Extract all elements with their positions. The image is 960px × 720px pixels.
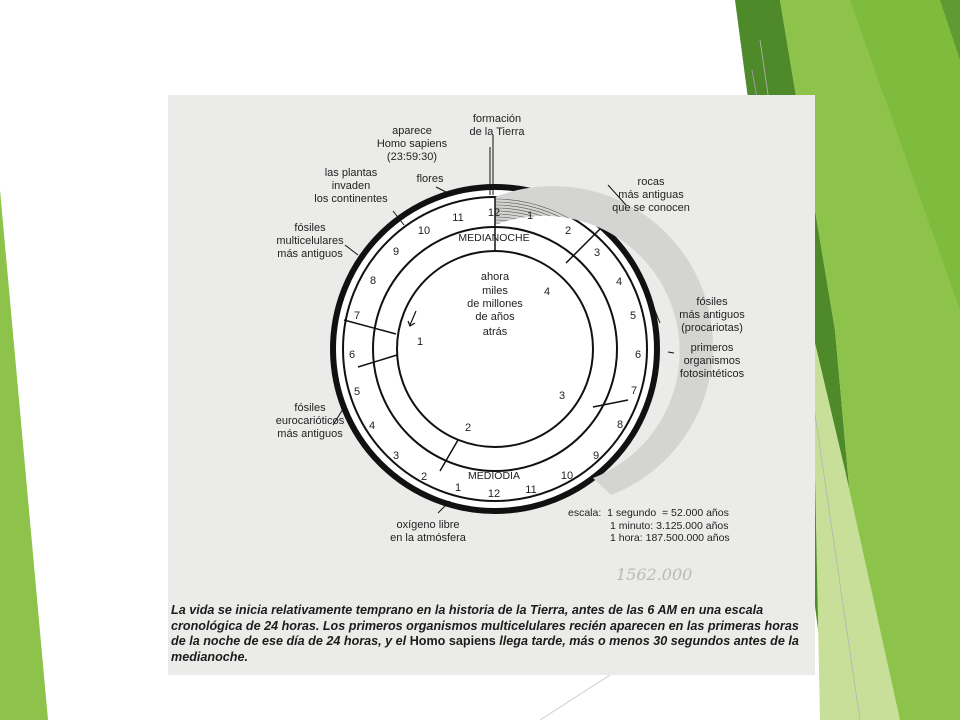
hour-left-8: 8	[369, 275, 377, 287]
scale-label: escala:	[568, 507, 602, 519]
clock-diagram	[168, 95, 815, 675]
hour-right-1: 1	[526, 210, 534, 222]
label-oxigeno-1: oxígeno libre	[396, 519, 460, 531]
hour-left-4: 4	[368, 420, 376, 432]
hour-left-7: 7	[353, 310, 361, 322]
hour-right-10: 10	[560, 470, 574, 482]
center-miles: miles	[482, 285, 508, 297]
label-multicel-1: fósiles	[294, 222, 326, 234]
scale-line-2: 1 minuto: 3.125.000 años	[610, 519, 729, 532]
thin-line-3	[540, 675, 610, 720]
label-fotosint-1: primeros	[690, 342, 734, 354]
label-fotosint-2: organismos	[683, 355, 741, 367]
label-fotosint-3: fotosintéticos	[679, 368, 745, 380]
label-flores: flores	[416, 173, 444, 185]
left-green-wedge	[0, 190, 48, 720]
handwritten-note: 1562.000	[616, 565, 693, 584]
scale-legend	[568, 507, 730, 545]
label-procar-1: fósiles	[696, 296, 728, 308]
label-multicel-3: más antiguos	[277, 248, 343, 260]
hour-left-6: 6	[348, 349, 356, 361]
caption-part-2: llega tarde, más o menos 30 segundos antes de la medianoche.	[171, 634, 799, 664]
mediodia-label: MEDIODÍA	[468, 470, 520, 482]
hour-left-5: 5	[353, 386, 361, 398]
scanned-figure	[168, 95, 815, 675]
label-procar-3: (procariotas)	[681, 322, 743, 334]
hour-right-6: 6	[634, 349, 642, 361]
label-plantas-2: invaden	[331, 180, 371, 192]
label-eucar-3: más antiguos	[277, 428, 343, 440]
hour-right-9: 9	[592, 450, 600, 462]
label-homo-3: (23:59:30)	[386, 151, 438, 163]
hour-12-top: 12	[487, 207, 501, 219]
hour-left-10: 10	[417, 225, 431, 237]
label-eucar-2: eurocarióticos	[275, 415, 345, 427]
inner-number-3: 3	[558, 390, 566, 402]
label-formacion-1: formación	[472, 113, 522, 125]
hour-right-3: 3	[593, 247, 601, 259]
caption-part-1: La vida se inicia relativamente temprano en la historia de la Tierra, antes de las 6 AM en una escala cronológica de 24 horas. Los primeros organismos multicelulares recién aparecen en las primeras horas de la noche de ese día de 24 horas, y el	[171, 603, 799, 648]
hour-right-2: 2	[564, 225, 572, 237]
hour-right-11: 11	[525, 484, 537, 496]
label-rocas-1: rocas	[637, 176, 665, 188]
label-formacion-2: de la Tierra	[469, 126, 525, 138]
caption-homo: Homo sapiens	[409, 634, 496, 648]
hour-12-bottom: 12	[487, 488, 501, 500]
inner-number-4: 4	[543, 286, 551, 298]
center-atras: atrás	[482, 326, 508, 338]
medianoche-label: MEDIANOCHE	[458, 232, 530, 244]
label-plantas-1: las plantas	[324, 167, 378, 179]
label-homo-1: aparece	[392, 125, 432, 137]
hour-right-5: 5	[629, 310, 637, 322]
center-anos: de años	[475, 311, 515, 323]
hour-left-9: 9	[392, 246, 400, 258]
hour-left-1: 1	[454, 482, 462, 494]
label-oxigeno-2: en la atmósfera	[390, 532, 466, 544]
hour-left-3: 3	[392, 450, 400, 462]
hour-left-11: 11	[452, 212, 464, 224]
scale-line-3: 1 hora: 187.500.000 años	[610, 532, 730, 544]
hour-right-7: 7	[630, 385, 638, 397]
label-eucar-1: fósiles	[294, 402, 326, 414]
hour-right-8: 8	[616, 419, 624, 431]
label-rocas-3: que se conocen	[612, 202, 690, 214]
label-procar-2: más antiguos	[679, 309, 745, 321]
label-plantas-3: los continentes	[314, 193, 388, 205]
center-millones: de millones	[467, 298, 523, 310]
inner-number-2: 2	[464, 422, 472, 434]
scale-line-1: 1 segundo = 52.000 años	[607, 507, 729, 519]
hour-right-4: 4	[615, 276, 623, 288]
label-rocas-2: más antiguas	[618, 189, 684, 201]
label-homo-2: Homo sapiens	[376, 138, 448, 150]
figure-caption	[171, 603, 815, 665]
inner-number-1: 1	[416, 336, 424, 348]
hour-left-2: 2	[420, 471, 428, 483]
center-ahora: ahora	[480, 271, 510, 283]
label-multicel-2: multicelulares	[276, 235, 344, 247]
